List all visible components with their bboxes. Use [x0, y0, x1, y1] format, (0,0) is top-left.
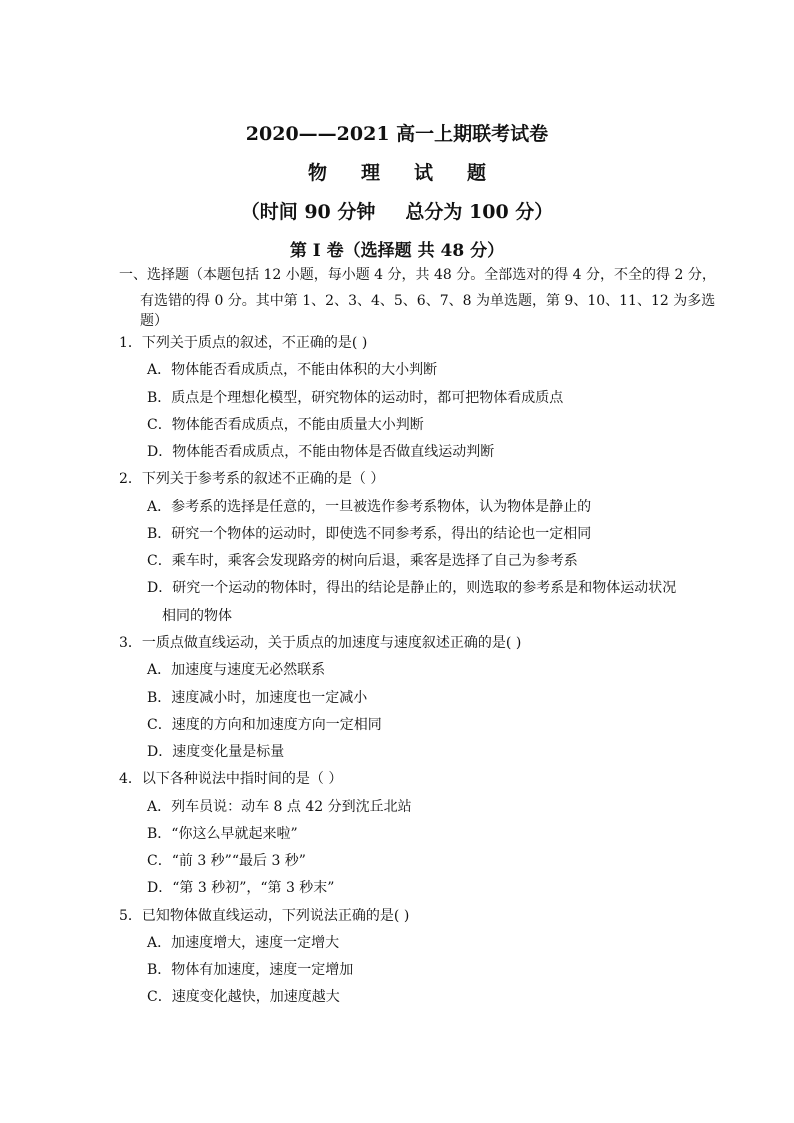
question-option: D．“第 3 秒初”，“第 3 秒末”	[147, 880, 335, 896]
exam-info	[0, 197, 794, 224]
question-option: B．质点是个理想化模型，研究物体的运动时，都可把物体看成质点	[147, 390, 564, 406]
question-option: C．速度的方向和加速度方向一定相同	[147, 717, 382, 733]
question-stem: 5．已知物体做直线运动，下列说法正确的是( )	[119, 908, 410, 924]
question-option: D．速度变化量是标量	[147, 744, 285, 760]
question-option: A．物体能否看成质点，不能由体积的大小判断	[147, 362, 438, 378]
subject-char: 试	[414, 162, 434, 184]
question-option: C．“前 3 秒”“最后 3 秒”	[147, 853, 306, 869]
question-stem: 3．一质点做直线运动，关于质点的加速度与速度叙述正确的是( )	[119, 635, 522, 651]
subject-title	[0, 158, 794, 185]
section-instructions-line: 有选错的得 0 分。其中第 1、2、3、4、5、6、7、8 为单选题，第 9、10、11、12 为多选	[140, 293, 716, 309]
time-info: （时间 90 分钟	[240, 201, 376, 223]
question-option: A．加速度与速度无必然联系	[147, 662, 326, 678]
question-option: A．参考系的选择是任意的，一旦被选作参考系物体，认为物体是静止的	[147, 499, 592, 515]
question-option: D．物体能否看成质点，不能由物体是否做直线运动判断	[147, 444, 495, 460]
question-stem: 1．下列关于质点的叙述，不正确的是( )	[119, 335, 368, 351]
score-info: 总分为 100 分）	[405, 201, 554, 223]
subject-char: 物	[307, 162, 327, 184]
question-option: B．速度减小时，加速度也一定减小	[147, 690, 368, 706]
question-option-continuation: 相同的物体	[162, 608, 232, 624]
question-stem: 2．下列关于参考系的叙述不正确的是（ ）	[119, 471, 385, 487]
question-option: C．乘车时，乘客会发现路旁的树向后退，乘客是选择了自己为参考系	[147, 553, 578, 569]
subject-char: 题	[467, 162, 487, 184]
question-option: B．“你这么早就起来啦”	[147, 826, 298, 842]
question-option: D．研究一个运动的物体时，得出的结论是静止的，则选取的参考系是和物体运动状况	[147, 580, 677, 596]
question-option: B．研究一个物体的运动时，即使选不同参考系，得出的结论也一定相同	[147, 526, 592, 542]
question-stem: 4．以下各种说法中指时间的是（ ）	[119, 771, 343, 787]
part-title: 第 I 卷（选择题 共 48 分）	[289, 241, 505, 261]
question-option: B．物体有加速度，速度一定增加	[147, 962, 354, 978]
exam-title: 2020——2021 高一上期联考试卷	[245, 123, 549, 145]
question-option: C．物体能否看成质点，不能由质量大小判断	[147, 417, 424, 433]
question-option: A．加速度增大，速度一定增大	[147, 935, 340, 951]
section-instructions-line: 题）	[140, 313, 168, 329]
question-option: A．列车员说：动车 8 点 42 分到沈丘北站	[147, 799, 412, 815]
question-option: C．速度变化越快，加速度越大	[147, 989, 340, 1005]
section-instructions-line: 一、选择题（本题包括 12 小题，每小题 4 分，共 48 分。全部选对的得 4 分，不全的得 2 分，	[119, 267, 716, 283]
subject-char: 理	[360, 162, 380, 184]
